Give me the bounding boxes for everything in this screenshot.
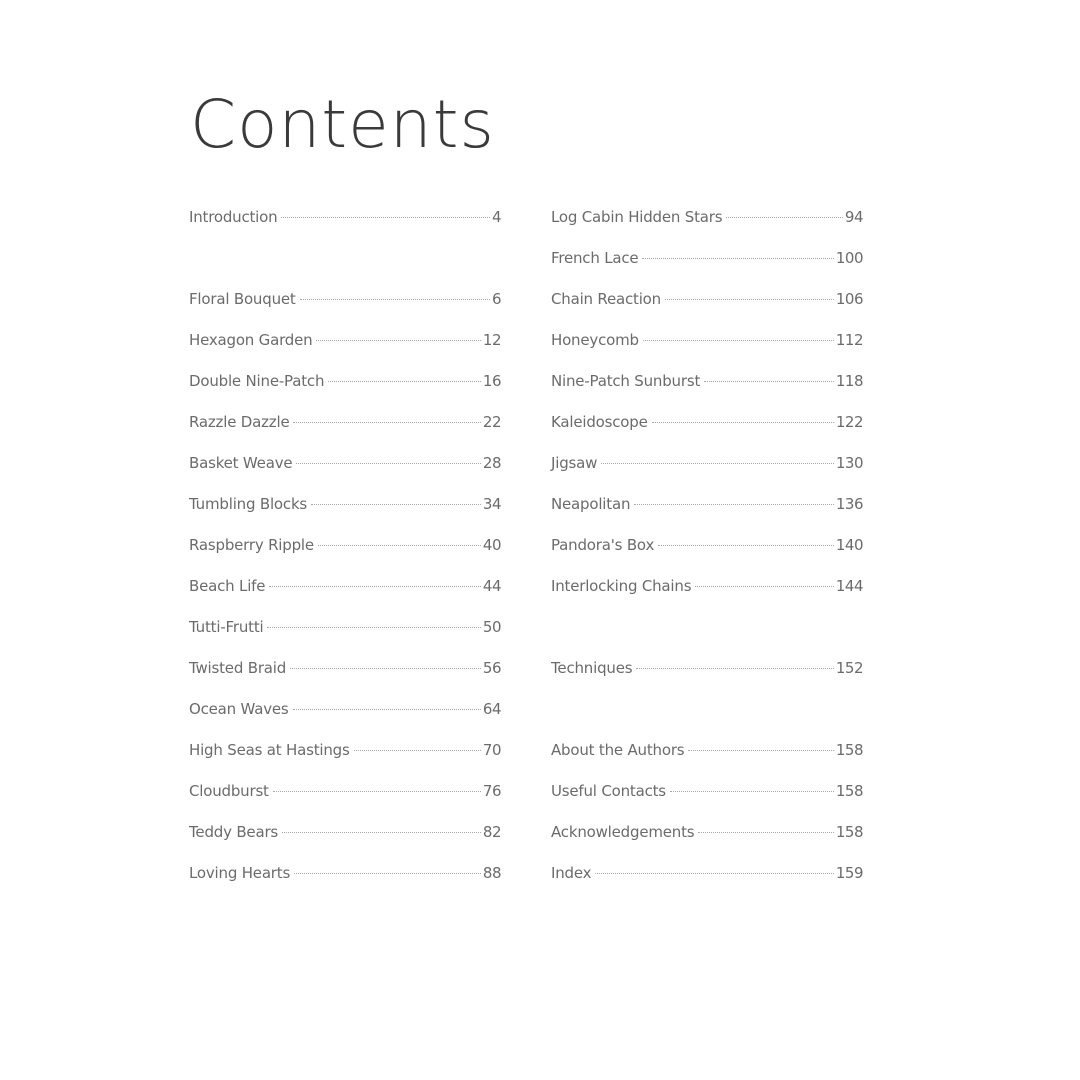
toc-entry-title: Hexagon Garden bbox=[189, 331, 313, 349]
toc-entry[interactable] bbox=[189, 197, 501, 238]
toc-entry-title: Razzle Dazzle bbox=[189, 413, 290, 431]
dot-leader bbox=[634, 504, 834, 505]
dot-leader bbox=[293, 422, 480, 423]
toc-entry-title: Tumbling Blocks bbox=[189, 495, 308, 513]
toc-entry[interactable] bbox=[551, 525, 863, 566]
toc-entry-title: Beach Life bbox=[189, 577, 266, 595]
page-title: Contents bbox=[190, 86, 495, 163]
toc-entry[interactable] bbox=[189, 443, 501, 484]
toc-entry[interactable] bbox=[189, 320, 501, 361]
dot-leader bbox=[658, 545, 834, 546]
toc-entry[interactable] bbox=[189, 853, 501, 894]
toc-entry-title: Kaleidoscope bbox=[551, 413, 648, 431]
toc-entry[interactable] bbox=[189, 279, 501, 320]
toc-entry-page-number: 158 bbox=[835, 782, 863, 800]
toc-entry[interactable] bbox=[551, 443, 863, 484]
toc-entry[interactable] bbox=[189, 361, 501, 402]
toc-entry-title: Teddy Bears bbox=[189, 823, 279, 841]
toc-entry[interactable] bbox=[551, 402, 863, 443]
dot-leader bbox=[595, 873, 834, 874]
toc-entry[interactable] bbox=[551, 648, 863, 689]
dot-leader bbox=[267, 627, 480, 628]
toc-entry-title: High Seas at Hastings bbox=[189, 741, 350, 759]
toc-right-column bbox=[551, 197, 863, 894]
dot-leader bbox=[281, 217, 490, 218]
toc-entry[interactable] bbox=[551, 361, 863, 402]
toc-entry-title: Twisted Braid bbox=[189, 659, 287, 677]
toc-entry-title: Chain Reaction bbox=[551, 290, 661, 308]
toc-entry-page-number: 12 bbox=[482, 331, 501, 349]
toc-entry-page-number: 70 bbox=[482, 741, 501, 759]
toc-entry-title: Double Nine-Patch bbox=[189, 372, 325, 390]
toc-entry-page-number: 159 bbox=[835, 864, 863, 882]
toc-entry-title: Acknowledgements bbox=[551, 823, 695, 841]
dot-leader bbox=[704, 381, 834, 382]
dot-leader bbox=[354, 750, 481, 751]
toc-spacer bbox=[189, 238, 501, 279]
dot-leader bbox=[636, 668, 834, 669]
toc-spacer bbox=[551, 607, 863, 648]
toc-entry[interactable] bbox=[189, 771, 501, 812]
toc-entry[interactable] bbox=[189, 648, 501, 689]
toc-entry[interactable] bbox=[551, 197, 863, 238]
toc-entry[interactable] bbox=[551, 730, 863, 771]
toc-entry-title: Jigsaw bbox=[551, 454, 598, 472]
toc-entry-title: Cloudburst bbox=[189, 782, 269, 800]
toc-entry[interactable] bbox=[551, 238, 863, 279]
dot-leader bbox=[698, 832, 833, 833]
toc-entry-page-number: 118 bbox=[835, 372, 863, 390]
toc-entry[interactable] bbox=[189, 812, 501, 853]
toc-entry-title: Basket Weave bbox=[189, 454, 293, 472]
toc-entry-page-number: 136 bbox=[835, 495, 863, 513]
toc-entry-page-number: 50 bbox=[482, 618, 501, 636]
toc-entry-title: Log Cabin Hidden Stars bbox=[551, 208, 723, 226]
dot-leader bbox=[296, 463, 481, 464]
dot-leader bbox=[643, 340, 834, 341]
toc-entry-page-number: 64 bbox=[482, 700, 501, 718]
toc-entry-page-number: 106 bbox=[835, 290, 863, 308]
toc-entry[interactable] bbox=[189, 402, 501, 443]
toc-entry-title: Interlocking Chains bbox=[551, 577, 692, 595]
toc-entry-page-number: 22 bbox=[482, 413, 501, 431]
toc-entry-page-number: 82 bbox=[482, 823, 501, 841]
dot-leader bbox=[695, 586, 834, 587]
toc-entry-title: Tutti-Frutti bbox=[189, 618, 264, 636]
toc-entry-page-number: 44 bbox=[482, 577, 501, 595]
toc-entry-page-number: 4 bbox=[491, 208, 501, 226]
dot-leader bbox=[273, 791, 481, 792]
toc-entry-title: Raspberry Ripple bbox=[189, 536, 314, 554]
toc-entry-page-number: 28 bbox=[482, 454, 501, 472]
dot-leader bbox=[726, 217, 843, 218]
toc-entry-title: Floral Bouquet bbox=[189, 290, 296, 308]
toc-entry-page-number: 6 bbox=[491, 290, 501, 308]
toc-entry-title: About the Authors bbox=[551, 741, 685, 759]
toc-entry-title: Index bbox=[551, 864, 592, 882]
dot-leader bbox=[328, 381, 481, 382]
toc-entry-page-number: 122 bbox=[835, 413, 863, 431]
toc-entry[interactable] bbox=[551, 771, 863, 812]
toc-entry[interactable] bbox=[551, 853, 863, 894]
toc-entry-page-number: 40 bbox=[482, 536, 501, 554]
toc-entry-page-number: 56 bbox=[482, 659, 501, 677]
toc-entry-page-number: 94 bbox=[844, 208, 863, 226]
toc-entry-page-number: 130 bbox=[835, 454, 863, 472]
toc-entry-title: Loving Hearts bbox=[189, 864, 291, 882]
toc-entry[interactable] bbox=[551, 812, 863, 853]
toc-entry-title: Introduction bbox=[189, 208, 278, 226]
toc-entry-page-number: 140 bbox=[835, 536, 863, 554]
toc-entry-title: Pandora's Box bbox=[551, 536, 655, 554]
toc-entry-page-number: 158 bbox=[835, 741, 863, 759]
dot-leader bbox=[642, 258, 833, 259]
toc-entry-title: Techniques bbox=[551, 659, 633, 677]
toc-entry-title: French Lace bbox=[551, 249, 639, 267]
toc-entry-page-number: 144 bbox=[835, 577, 863, 595]
dot-leader bbox=[300, 299, 490, 300]
toc-entry-title: Nine-Patch Sunburst bbox=[551, 372, 701, 390]
dot-leader bbox=[688, 750, 833, 751]
toc-entry[interactable] bbox=[189, 730, 501, 771]
toc-entry[interactable] bbox=[551, 484, 863, 525]
toc-left-column bbox=[189, 197, 501, 894]
toc-entry-title: Useful Contacts bbox=[551, 782, 666, 800]
toc-entry-page-number: 16 bbox=[482, 372, 501, 390]
dot-leader bbox=[293, 709, 481, 710]
toc-entry-page-number: 88 bbox=[482, 864, 501, 882]
dot-leader bbox=[652, 422, 834, 423]
toc-entry-title: Ocean Waves bbox=[189, 700, 289, 718]
toc-entry-page-number: 158 bbox=[835, 823, 863, 841]
dot-leader bbox=[601, 463, 834, 464]
toc-entry-page-number: 34 bbox=[482, 495, 501, 513]
dot-leader bbox=[665, 299, 834, 300]
toc-entry[interactable] bbox=[189, 607, 501, 648]
dot-leader bbox=[294, 873, 481, 874]
toc-entry-page-number: 100 bbox=[835, 249, 863, 267]
toc-entry-title: Honeycomb bbox=[551, 331, 639, 349]
toc-spacer bbox=[551, 689, 863, 730]
toc-entry-page-number: 76 bbox=[482, 782, 501, 800]
toc-entry[interactable] bbox=[189, 689, 501, 730]
toc-entry[interactable] bbox=[189, 525, 501, 566]
dot-leader bbox=[670, 791, 834, 792]
dot-leader bbox=[316, 340, 480, 341]
toc-entry-title: Neapolitan bbox=[551, 495, 631, 513]
dot-leader bbox=[269, 586, 481, 587]
toc-entry-page-number: 152 bbox=[835, 659, 863, 677]
toc-entry[interactable] bbox=[551, 320, 863, 361]
toc-entry-page-number: 112 bbox=[835, 331, 863, 349]
toc-entry[interactable] bbox=[551, 566, 863, 607]
dot-leader bbox=[311, 504, 481, 505]
toc-entry[interactable] bbox=[189, 566, 501, 607]
toc-entry[interactable] bbox=[189, 484, 501, 525]
toc-entry[interactable] bbox=[551, 279, 863, 320]
dot-leader bbox=[290, 668, 481, 669]
dot-leader bbox=[282, 832, 481, 833]
dot-leader bbox=[318, 545, 481, 546]
